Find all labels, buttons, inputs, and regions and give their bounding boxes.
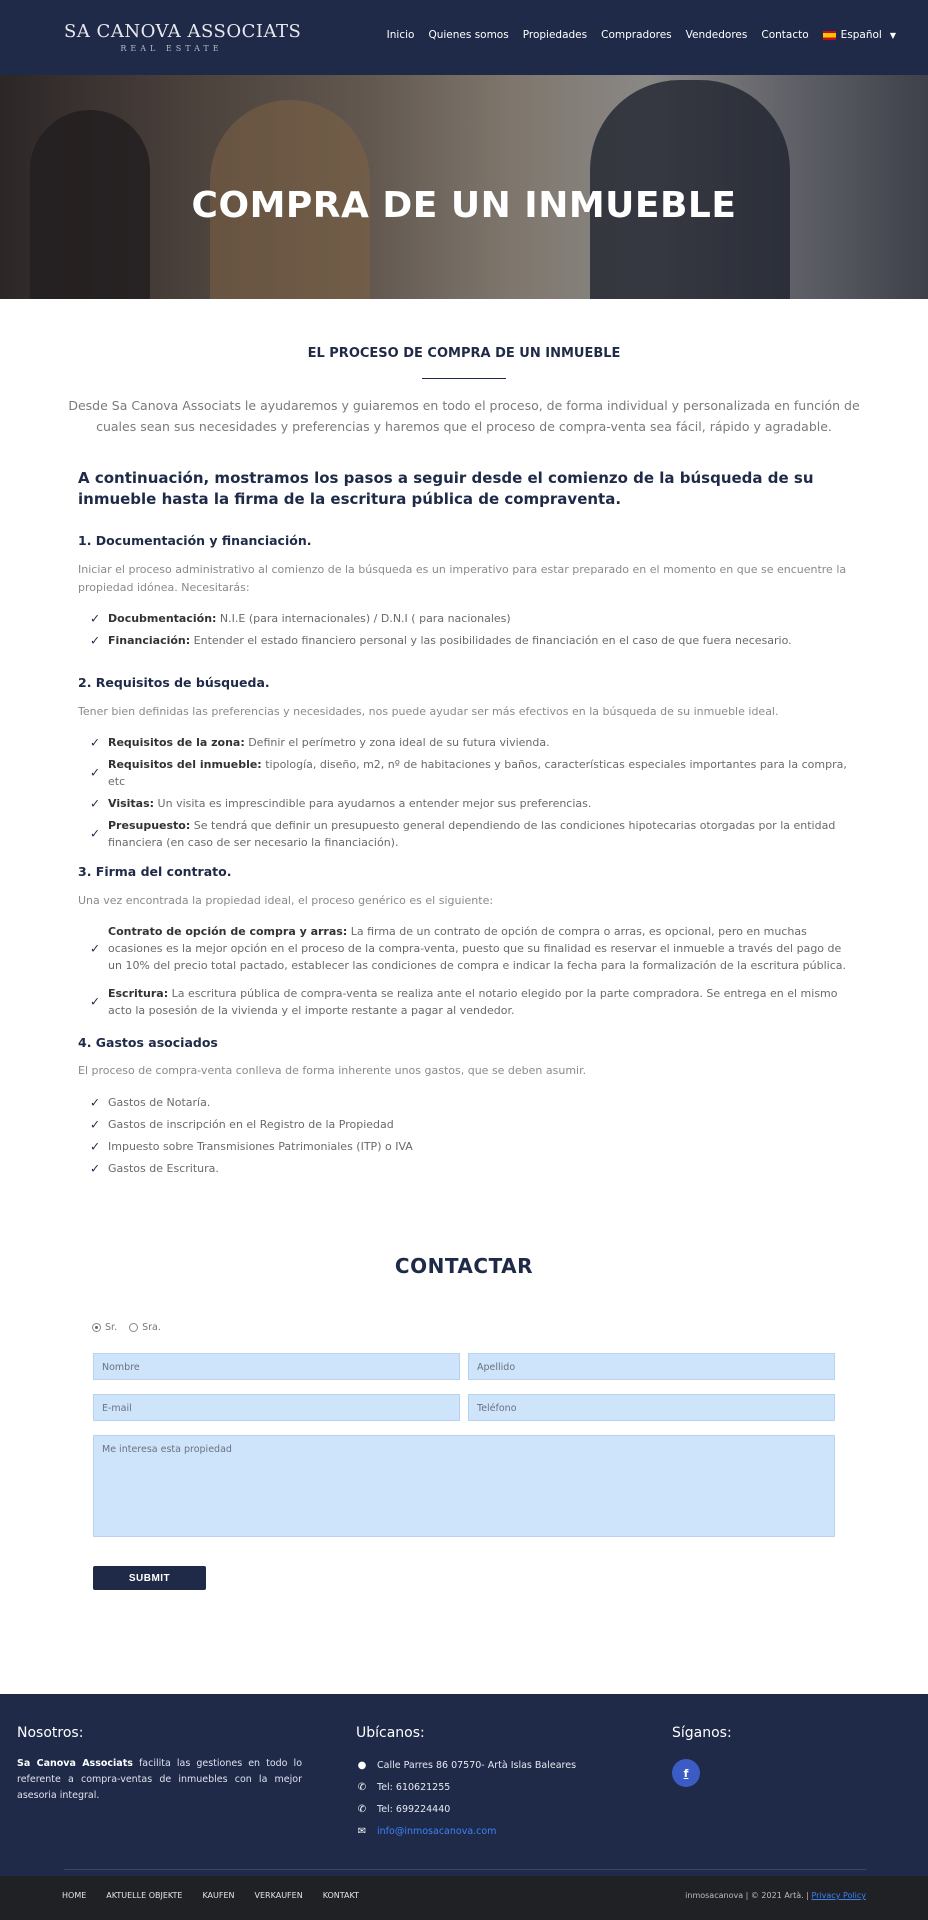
step4-list <box>90 1094 850 1182</box>
step2-title: 2. Requisitos de búsqueda. <box>78 675 270 690</box>
lead-paragraph: A continuación, mostramos los pasos a seguir desde el comienzo de la búsqueda de su inmueble hasta la firma de la escritura pública de compraventa. <box>78 469 814 508</box>
footer-nav-verkaufen[interactable]: VERKAUFEN <box>254 1891 303 1900</box>
language-label: Español <box>840 29 882 41</box>
step2-text: Tener bien definidas las preferencias y necesidades, nos puede ayudar ser más efectivos en la búsqueda de su inmueble ideal. <box>78 705 779 718</box>
check-icon: ✓ <box>90 1139 101 1153</box>
chevron-down-icon: ▼ <box>889 30 896 40</box>
copyright <box>685 1891 866 1900</box>
nav-vendedores[interactable]: Vendedores <box>685 29 748 41</box>
step1-list <box>90 610 850 654</box>
step3-text: Una vez encontrada la propiedad ideal, el proceso genérico es el siguiente: <box>78 894 494 907</box>
footer-nosotros-title: Nosotros: <box>17 1725 84 1741</box>
check-icon: ✓ <box>90 1161 101 1175</box>
step3-title: 3. Firma del contrato. <box>78 864 232 879</box>
footer-nosotros-text: Sa Canova Associats facilita las gestiones en todo lo referente a compra-ventas de inmuebles con la mejor asesoria integral. <box>17 1758 303 1801</box>
footer-ubicanos-title: Ubícanos: <box>356 1725 425 1741</box>
check-icon: ✓ <box>90 633 101 647</box>
phone-2-text[interactable]: Tel: 699224440 <box>377 1804 451 1815</box>
telefono-field[interactable]: Teléfono <box>468 1394 835 1421</box>
check-icon: ✓ <box>90 796 101 810</box>
footer-nav <box>62 1891 359 1900</box>
list-item: ✓ Contrato de opción de compra y arras: La firma de un contrato de opción de compra o arras, es opcional, pero en muchas ocasiones es la mejor opción en el proceso de la compra-venta, puesto que su finalidad es reservar el inmueble a través del pago de un 10% del precio total pactado, establecer las condiciones de compra e indicar la fecha para la formalización de la escritura pública. <box>90 925 846 972</box>
main-nav <box>387 29 896 41</box>
site-header <box>0 0 928 75</box>
copyright-text: inmosacanova | © 2021 Artà. | <box>685 1891 812 1900</box>
step3-list <box>90 923 850 1024</box>
salutation-radio-group <box>92 1322 161 1333</box>
nav-quienes-somos[interactable]: Quienes somos <box>428 29 509 41</box>
map-pin-icon: ● <box>357 1760 367 1771</box>
intro-paragraph: Desde Sa Canova Associats le ayudaremos y guiaremos en todo el proceso, de forma individual y personalizada en función de cuales sean sus necesidades y preferencias y haremos que el proceso de compra-venta sea fácil, rápido y agradable. <box>68 398 860 434</box>
radio-sra[interactable] <box>129 1322 161 1333</box>
footer-divider <box>64 1869 866 1870</box>
list-item: ✓ Requisitos del inmueble: tipología, diseño, m2, nº de habitaciones y baños, características especiales importantes para la compra, etc <box>90 758 847 788</box>
list-item: ✓ Visitas: Un visita es imprescindible para ayudarnos a entender mejor sus preferencias. <box>90 796 592 810</box>
bottom-bar <box>0 1876 928 1920</box>
list-item: ✓ Gastos de inscripción en el Registro de la Propiedad <box>90 1117 394 1131</box>
step1-title: 1. Documentación y financiación. <box>78 533 312 548</box>
step2-list <box>90 734 850 856</box>
contact-title: CONTACTAR <box>394 1254 534 1278</box>
step4-title: 4. Gastos asociados <box>78 1035 218 1050</box>
hero-title: COMPRA DE UN INMUEBLE <box>191 185 737 226</box>
list-item: ✓ Gastos de Escritura. <box>90 1161 219 1175</box>
list-item: ✓ Financiación: Entender el estado financiero personal y las posibilidades de financiación en el caso de que fuera necesario. <box>90 633 792 647</box>
footer-nav-kaufen[interactable]: KAUFEN <box>202 1891 235 1900</box>
footer-phone-2[interactable] <box>356 1804 450 1815</box>
check-icon: ✓ <box>90 611 101 625</box>
apellido-field[interactable]: Apellido <box>468 1353 835 1380</box>
check-icon: ✓ <box>90 1095 101 1109</box>
list-item: ✓ Docubmentación: N.I.E (para internacionales) / D.N.I ( para nacionales) <box>90 611 511 625</box>
footer-siganos-title: Síganos: <box>672 1725 732 1741</box>
radio-button-selected[interactable] <box>92 1323 101 1332</box>
list-item: ✓ Presupuesto: Se tendrá que definir un presupuesto general dependiendo de las condiciones hipotecarias otorgadas por la entidad financiera (en caso de ser necesario la financiación). <box>90 819 836 849</box>
check-icon: ✓ <box>90 941 101 955</box>
nav-inicio[interactable]: Inicio <box>386 29 415 41</box>
footer-phone-1[interactable] <box>356 1782 450 1793</box>
facebook-icon[interactable]: f <box>672 1759 700 1787</box>
heading-divider <box>422 378 506 379</box>
submit-button[interactable]: SUBMIT <box>93 1566 206 1590</box>
check-icon: ✓ <box>90 1117 101 1131</box>
phone-icon: ✆ <box>357 1804 367 1815</box>
logo-sub-text: REAL ESTATE <box>120 44 223 53</box>
nav-contacto[interactable]: Contacto <box>761 29 809 41</box>
check-icon: ✓ <box>90 826 101 841</box>
list-item: ✓ Requisitos de la zona: Definir el perímetro y zona ideal de su futura vivienda. <box>90 735 550 749</box>
envelope-icon: ✉ <box>357 1826 367 1837</box>
check-icon: ✓ <box>90 994 101 1009</box>
radio-sra-label: Sra. <box>142 1322 161 1333</box>
footer-nav-kontakt[interactable]: KONTAKT <box>322 1891 360 1900</box>
footer-email[interactable] <box>356 1826 496 1837</box>
email-field[interactable]: E-mail <box>93 1394 460 1421</box>
check-icon: ✓ <box>90 735 101 749</box>
nombre-field[interactable]: Nombre <box>93 1353 460 1380</box>
footer-address <box>356 1760 576 1771</box>
email-link[interactable]: info@inmosacanova.com <box>377 1826 497 1837</box>
list-item: ✓ Impuesto sobre Transmisiones Patrimoniales (ITP) o IVA <box>90 1139 413 1153</box>
spain-flag-icon <box>823 31 836 40</box>
nav-propiedades[interactable]: Propiedades <box>522 29 588 41</box>
logo-main-text: SA CANOVA ASSOCIATS <box>64 21 302 42</box>
radio-sr[interactable] <box>92 1322 117 1333</box>
list-item: ✓ Gastos de Notaría. <box>90 1095 211 1109</box>
message-textarea[interactable]: Me interesa esta propiedad <box>93 1435 835 1537</box>
footer-nav-home[interactable]: HOME <box>62 1891 87 1900</box>
privacy-policy-link[interactable]: Privacy Policy <box>811 1891 866 1900</box>
hero-banner <box>0 75 928 299</box>
site-footer <box>0 1694 928 1876</box>
section-heading: EL PROCESO DE COMPRA DE UN INMUEBLE <box>307 346 621 361</box>
logo[interactable] <box>64 21 302 53</box>
language-selector[interactable] <box>823 29 896 41</box>
address-text: Calle Parres 86 07570- Artà Islas Baleares <box>377 1760 577 1771</box>
radio-sr-label: Sr. <box>105 1322 118 1333</box>
footer-nav-aktuelle-objekte[interactable]: AKTUELLE OBJEKTE <box>106 1891 183 1900</box>
phone-icon: ✆ <box>357 1782 367 1793</box>
nav-compradores[interactable]: Compradores <box>601 29 672 41</box>
step4-text: El proceso de compra-venta conlleva de forma inherente unos gastos, que se deben asumir. <box>78 1064 587 1077</box>
check-icon: ✓ <box>90 765 101 780</box>
phone-1-text[interactable]: Tel: 610621255 <box>377 1782 451 1793</box>
step1-text: Iniciar el proceso administrativo al comienzo de la búsqueda es un imperativo para estar preparado en el momento en que se encuentre la propiedad idónea. Necesitarás: <box>78 563 847 594</box>
list-item: ✓ Escritura: La escritura pública de compra-venta se realiza ante el notario elegido por la parte compradora. Se entrega en el mismo acto la posesión de la vivienda y el importe restante a pagar al vendedor. <box>90 987 838 1017</box>
radio-button[interactable] <box>129 1323 138 1332</box>
